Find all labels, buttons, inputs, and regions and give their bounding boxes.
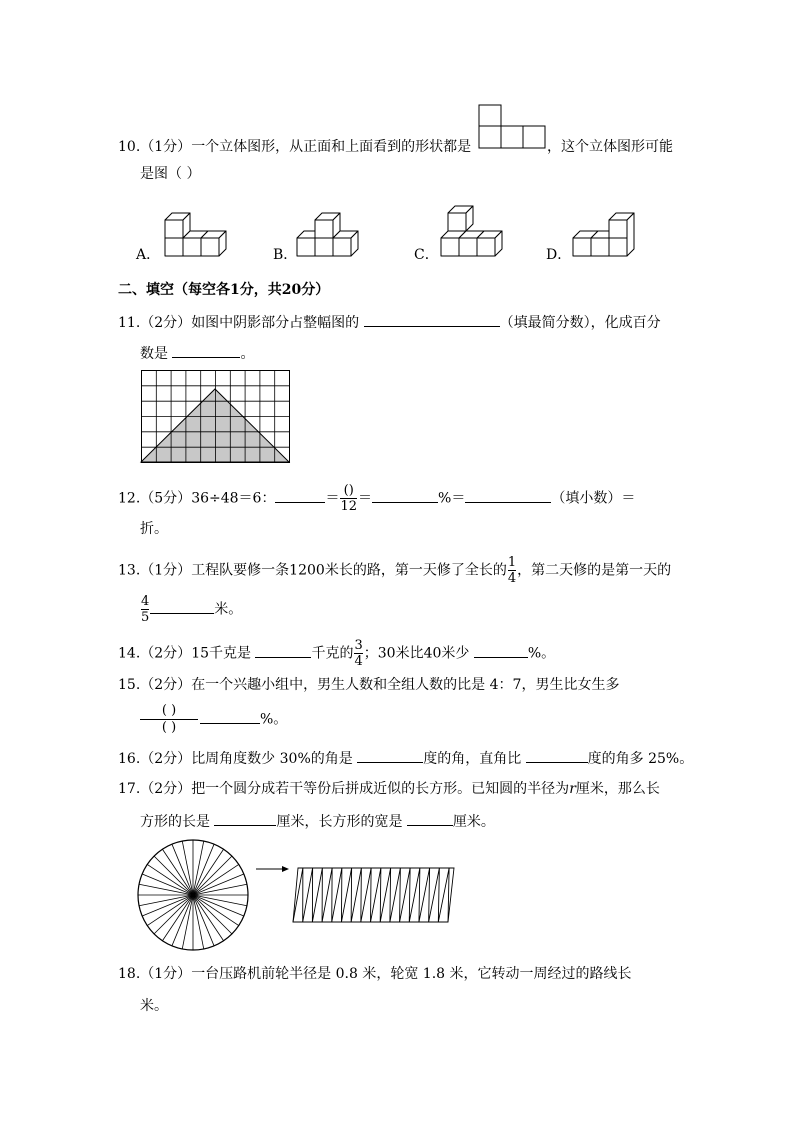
q17-line2 <box>140 812 495 830</box>
q12-score: （5分） <box>140 490 192 507</box>
q15-fraction[interactable] <box>140 703 198 736</box>
q14-text-d: %。 <box>527 645 556 662</box>
q18-score: （1分） <box>140 966 192 982</box>
q17-text-b: 厘米，那么长 <box>575 781 660 797</box>
q18-text-a: 一台压路机前轮半径是 0.8 米，轮宽 1.8 米，它转动一周经过的路线长 <box>191 966 632 982</box>
q12-frac-num[interactable]: () <box>343 483 354 498</box>
q10-text-b: ，这个立体图形可能 <box>547 139 673 155</box>
q15-blank[interactable] <box>200 710 260 724</box>
q10-line1 <box>118 139 471 155</box>
q15-frac-den[interactable]: ( ) <box>161 720 177 735</box>
q11-score: （2分） <box>140 315 192 331</box>
q14-fraction <box>354 638 362 669</box>
q16-text-c: 度的角多 25%。 <box>587 751 694 767</box>
q17-rectangle-figure <box>292 866 458 924</box>
q18-number: 18. <box>118 966 141 982</box>
q17-text-a: 把一个圆分成若干等份后拼成近似的长方形。已知圆的半径为 <box>191 781 570 797</box>
q13-text-a: 工程队要修一条1200米长的路，第一天修了全长的 <box>191 562 507 579</box>
q10-text-c: 是图（ ） <box>140 166 201 182</box>
q15-frac-num[interactable]: ( ) <box>161 703 177 718</box>
q16-number: 16. <box>118 751 141 767</box>
q13-score: （1分） <box>140 562 192 579</box>
q10-view-figure <box>478 104 546 150</box>
q11-blank-fraction[interactable] <box>364 313 500 327</box>
q13-frac2-num: 4 <box>141 594 150 609</box>
q13-line1 <box>118 555 671 586</box>
q16-text-a: 比周角度数少 30%的角是 <box>191 751 353 767</box>
q14-line1 <box>118 638 555 669</box>
q11-number: 11. <box>118 315 141 331</box>
q10-text-a: 一个立体图形，从正面和上面看到的形状都是 <box>191 139 472 155</box>
q13-frac1-den: 4 <box>507 571 517 586</box>
section2-title: 二、填空（每空各1分，共20分） <box>118 282 330 298</box>
q12-blank-percent[interactable] <box>372 489 438 503</box>
q12-percent: %＝ <box>438 490 466 507</box>
q12-number: 12. <box>118 490 141 507</box>
q14-text-a: 15千克是 <box>191 645 252 662</box>
q13-line2 <box>140 594 242 625</box>
q10-option-b-label: B． <box>273 247 298 263</box>
q10-option-b-figure <box>292 208 372 258</box>
q17-score: （2分） <box>140 781 192 797</box>
q16-blank-1[interactable] <box>357 749 423 763</box>
q12-frac-den: 12 <box>340 499 358 514</box>
q15-number: 15. <box>118 677 141 693</box>
q14-number: 14. <box>118 645 141 662</box>
q15-line1 <box>118 677 619 693</box>
q14-frac-num: 3 <box>354 638 363 653</box>
q15-score: （2分） <box>140 677 192 693</box>
q11-text-c: 数是 <box>140 346 168 362</box>
q11-line1 <box>118 313 661 331</box>
q11-text-b: （填最简分数），化成百分 <box>499 315 661 331</box>
q14-blank-kg[interactable] <box>255 644 311 658</box>
q13-text-b: ，第二天修的是第一天的 <box>517 562 672 579</box>
q17-blank-width[interactable] <box>407 812 453 826</box>
q10-score: （1分） <box>140 139 192 155</box>
q11-line2 <box>140 344 254 362</box>
q14-blank-percent[interactable] <box>474 644 528 658</box>
q14-text-c: ；30米比40米少 <box>363 645 470 662</box>
q12-eq2: ＝ <box>358 490 373 507</box>
q17-text-d: 厘米，长方形的宽是 <box>276 814 403 830</box>
q10-number: 10. <box>118 139 141 155</box>
q13-fraction-1 <box>508 555 516 586</box>
q15-text-b: %。 <box>260 711 288 728</box>
q12-text-b: （填小数）＝ <box>551 490 636 507</box>
q13-blank[interactable] <box>150 600 214 614</box>
q13-fraction-2 <box>141 594 149 625</box>
q10-option-d-label: D． <box>546 247 572 263</box>
q10-option-d-figure <box>568 208 648 258</box>
q15-line2 <box>140 703 287 736</box>
q17-arrow-icon <box>256 864 290 874</box>
q16-score: （2分） <box>140 751 192 767</box>
q11-text-a: 如图中阴影部分占整幅图的 <box>191 315 360 331</box>
q12-eq1: ＝ <box>325 490 340 507</box>
q12-blank-ratio[interactable] <box>275 489 325 503</box>
q11-blank-percent[interactable] <box>172 344 240 358</box>
q15-text-a: 在一个兴趣小组中，男生人数和全组人数的比是 4：7，男生比女生多 <box>191 677 620 693</box>
q13-frac1-num: 1 <box>507 555 517 570</box>
q12-line1 <box>118 483 635 514</box>
q17-blank-length[interactable] <box>214 812 276 826</box>
q17-var-r: r <box>569 781 576 797</box>
q14-text-b: 千克的 <box>311 645 354 662</box>
q12-blank-decimal[interactable] <box>465 489 551 503</box>
q16-line1 <box>118 749 693 767</box>
q13-number: 13. <box>118 562 141 579</box>
q13-frac2-den: 5 <box>141 610 150 625</box>
q12-expr-a: 36÷48＝6： <box>191 490 276 507</box>
q10-option-a-figure <box>160 208 240 258</box>
q12-text-c: 折。 <box>140 521 168 537</box>
q17-text-e: 厘米。 <box>452 814 495 830</box>
q10-option-c-label: C． <box>414 247 439 263</box>
q13-text-c: 米。 <box>214 601 243 618</box>
q12-fraction <box>340 483 357 514</box>
q10-option-c-figure <box>436 202 516 258</box>
q18-line1 <box>118 966 632 982</box>
q17-text-c: 方形的长是 <box>140 814 210 830</box>
q14-score: （2分） <box>140 645 192 662</box>
q10-option-a-label: A． <box>136 247 161 263</box>
q11-text-d: 。 <box>240 346 255 362</box>
q17-line1 <box>118 781 660 797</box>
q17-number: 17. <box>118 781 141 797</box>
q16-blank-2[interactable] <box>526 749 588 763</box>
q17-circle-figure <box>136 838 250 952</box>
q18-text-b: 米。 <box>140 998 168 1014</box>
q14-frac-den: 4 <box>354 654 363 669</box>
q11-grid-figure <box>141 370 291 464</box>
q16-text-b: 度的角，直角比 <box>423 751 522 767</box>
